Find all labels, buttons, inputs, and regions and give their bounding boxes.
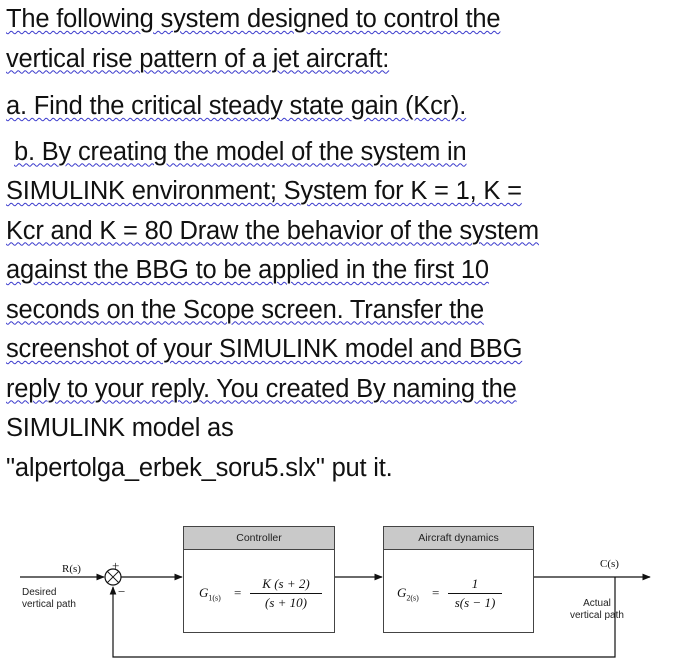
output-signal-label: C(s) (600, 558, 619, 570)
question-text (6, 0, 682, 488)
plant-block (383, 526, 534, 633)
controller-g-label (199, 585, 221, 603)
part-b-line-4: against the BBG to be applied in the first 10 (6, 256, 489, 284)
input-signal-label: R(s) (62, 563, 81, 575)
intro-line-2: vertical rise pattern of a jet aircraft: (6, 44, 390, 73)
controller-denominator: (s + 10) (265, 595, 307, 610)
part-a-text: a. Find the critical steady state gain (Kcr). (6, 92, 467, 120)
plant-equals: = (432, 585, 440, 600)
controller-title: Controller (184, 527, 334, 550)
input-desc-line-2: vertical path (22, 599, 76, 610)
output-desc-line-1: Actual (583, 598, 611, 609)
plant-transfer-function (384, 550, 533, 632)
controller-equals: = (234, 585, 242, 600)
signal-wires (0, 512, 685, 666)
part-b-line-3: Kcr and K = 80 Draw the behavior of the system (6, 216, 539, 245)
part-b-line-2: SIMULINK environment; System for K = 1, K = (6, 177, 522, 205)
controller-numerator: K (s + 2) (262, 576, 310, 591)
input-description (22, 587, 76, 611)
intro-paragraph (6, 0, 682, 79)
plant-g-subscript: 2(s) (406, 593, 419, 603)
sum-plus-sign: + (112, 558, 120, 573)
plant-g-label (397, 585, 419, 603)
plant-denominator: s(s − 1) (454, 595, 496, 610)
part-b-line-7: reply to your reply. You created By naming the (6, 374, 517, 403)
controller-block (183, 526, 335, 633)
plant-numerator: 1 (471, 576, 479, 591)
output-description (570, 598, 624, 622)
plant-g-symbol: G (397, 585, 407, 600)
sum-minus-sign: − (118, 584, 126, 599)
input-desc-line-1: Desired (22, 587, 57, 598)
controller-transfer-function (184, 550, 334, 632)
part-b (6, 133, 682, 489)
part-a (6, 87, 682, 127)
controller-g-symbol: G (199, 585, 209, 600)
controller-g-subscript: 1(s) (208, 593, 221, 603)
part-b-line-9: "alpertolga_erbek_soru5.slx" put it. (6, 453, 393, 482)
part-b-line-5: seconds on the Scope screen. Transfer the (6, 295, 485, 324)
controller-fraction (250, 576, 322, 611)
part-b-line-8: SIMULINK model as (6, 414, 234, 442)
part-b-line-6: screenshot of your SIMULINK model and BBG (6, 335, 523, 363)
block-diagram (0, 512, 685, 666)
plant-title: Aircraft dynamics (384, 527, 533, 550)
intro-line-1: The following system designed to control the (6, 5, 501, 33)
part-b-line-1: b. By creating the model of the system in (14, 137, 467, 166)
output-desc-line-2: vertical path (570, 610, 624, 621)
plant-fraction (448, 576, 502, 611)
